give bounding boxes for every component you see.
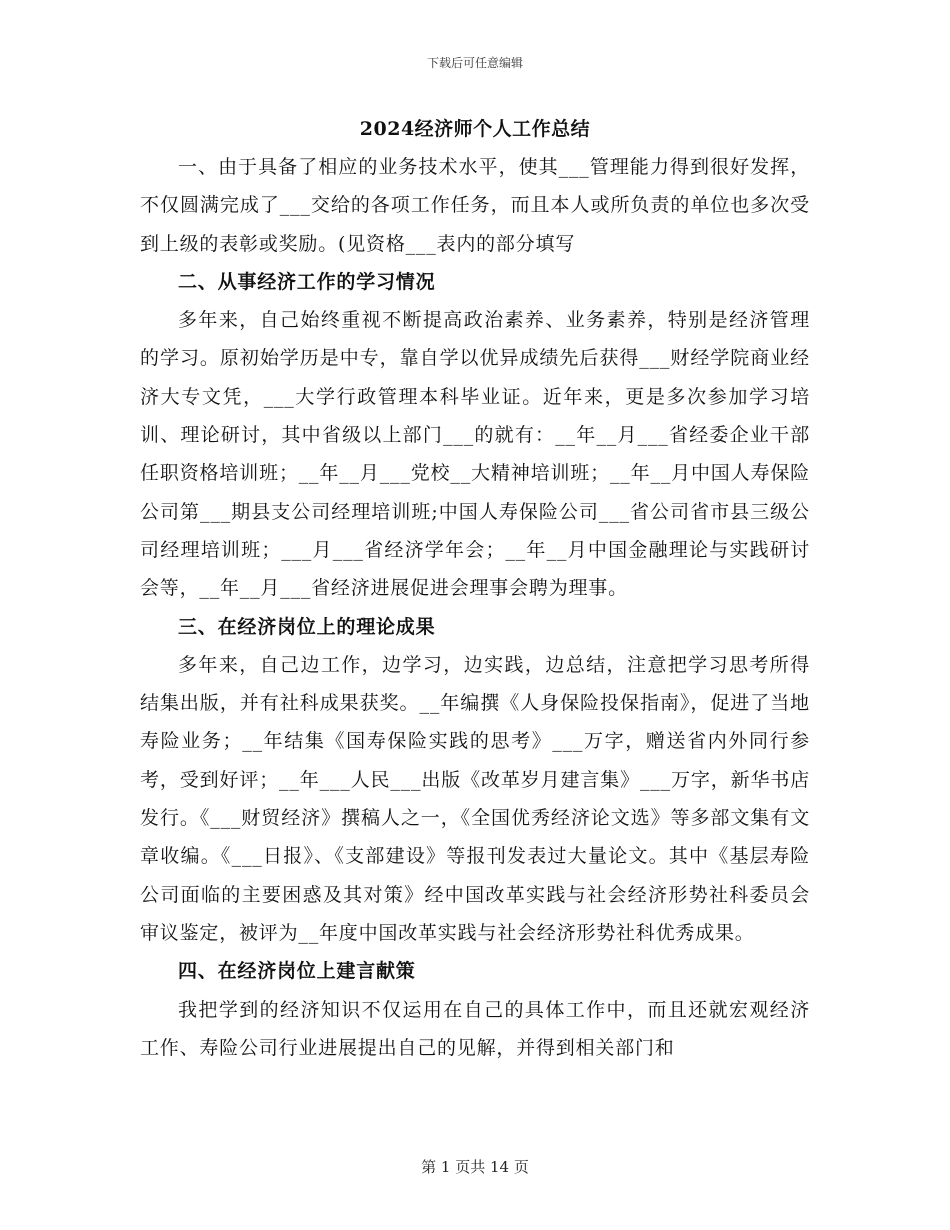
page-header: 下载后可任意编辑: [426, 56, 523, 70]
paragraph-1: 一、由于具备了相应的业务技术水平，使其___管理能力得到很好发挥，不仅圆满完成了___交给的各项工作任务，而且本人或所负责的单位也多次受到上级的表彰或奖励。(见资格___表内的部分填写: [140, 156, 810, 255]
page-footer: 第 1 页共 14 页: [421, 1158, 529, 1176]
document-title: 2024经济师个人工作总结: [359, 118, 591, 140]
paragraph-4: 我把学到的经济知识不仅运用在自己的具体工作中，而且还就宏观经济工作、寿险公司行业进展提出自己的见解，并得到相关部门和: [140, 998, 810, 1059]
section-heading-2: 二、从事经济工作的学习情况: [178, 270, 436, 293]
section-heading-4: 四、在经济岗位上建言献策: [178, 960, 416, 983]
paragraph-3: 多年来，自己边工作，边学习，边实践，边总结，注意把学习思考所得结集出版，并有社科成果获奖。__年编撰《人身保险投保指南》，促进了当地寿险业务；__年结集《国寿保险实践的思考》___万字，赠送省内外同行参考，受到好评；__年___人民___出版《改革岁月建言集》___万字，新华书店发行。《___财贸经济》撰稿人之一，《全国优秀经济论文选》等多部文集有文章收编。《___日报》、《支部建设》等报刊发表过大量论文。其中《基层寿险公司面临的主要困惑及其对策》经中国改革实践与社会经济形势社科委员会审议鉴定，被评为__年度中国改革实践与社会经济形势社科优秀成果。: [140, 653, 810, 944]
paragraph-2: 多年来，自己始终重视不断提高政治素养、业务素养，特别是经济管理的学习。原初始学历是中专，靠自学以优异成绩先后获得___财经学院商业经济大专文凭，___大学行政管理本科毕业证。近年来，更是多次参加学习培训、理论研讨，其中省级以上部门___的就有：__年__月___省经委企业干部任职资格培训班；__年__月___党校__大精神培训班；__年__月中国人寿保险公司第___期县支公司经理培训班;中国人寿保险公司___省公司省市县三级公司经理培训班；___月___省经济学年会；__年__月中国金融理论与实践研讨会等，__年__月___省经济进展促进会理事会聘为理事。: [140, 309, 810, 600]
document-body: [140, 148, 810, 1067]
section-heading-3: 三、在经济岗位上的理论成果: [178, 615, 436, 638]
